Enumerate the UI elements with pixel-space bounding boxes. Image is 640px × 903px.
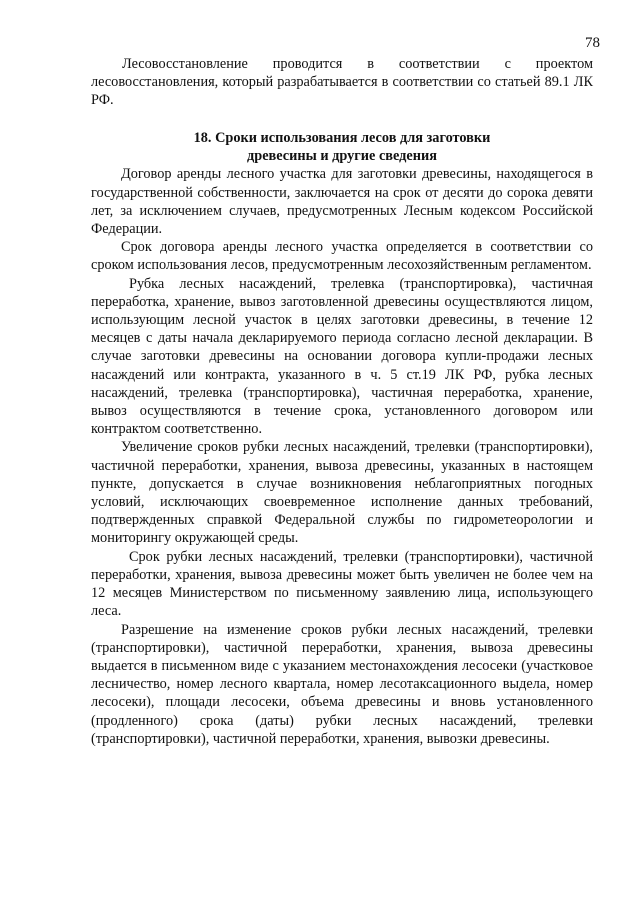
page-number: 78 (585, 35, 600, 51)
paragraph-lease-term: Договор аренды лесного участка для заготовки древесины, находящегося в государственной собственности, заключается на срок от десяти до сорока девяти лет, за исключением случаев, предусмотренных Лесным кодексом Российской Федерации. (91, 166, 593, 238)
page-content (91, 55, 593, 748)
paragraph-extension-limit: Срок рубки лесных насаждений, трелевки (транспортировки), частичной переработки, хранения, вывоза древесины может быть увеличен не более чем на 12 месяцев Министерством по письменному заявлению лица, использующего леса. (91, 548, 593, 620)
paragraph-extension-permit: Разрешение на изменение сроков рубки лесных насаждений, трелевки (транспортировки), частичной переработки, хранения, вывоза древесины выдается в письменном виде с указанием местонахождения лесосеки (участковое лесничество, номер лесного квартала, номер лесотаксационного выдела, номер лесосеки), площади лесосеки, объема древесины и вновь установленного (продленного) срока (даты) рубки лесных насаждений, трелевки (транспортировки), частичной переработки, хранения, вывозки древесины. (91, 621, 593, 747)
paragraph-logging-period: Рубка лесных насаждений, трелевка (транспортировка), частичная переработка, хранение, вывоз заготовленной древесины осуществляются лицом, использующим лесной участок в целях заготовки древесины, в течение 12 месяцев с даты начала декларируемого периода согласно лесной декларации. В случае заготовки древесины на основании договора купли-продажи лесных насаждений или контракта, указанного в ч. 5 ст.19 ЛК РФ, рубка лесных насаждений, трелевка (транспортировка), частичная переработка, хранение, вывоз осуществляются в течение срока, установленного договором или контрактом соответственно. (91, 275, 593, 438)
section-heading-line-2: древесины и другие сведения (247, 148, 437, 165)
intro-paragraph: Лесовосстановление проводится в соответствии с проектом лесовосстановления, который разрабатывается в соответствии со статьей 89.1 ЛК РФ. (91, 56, 593, 109)
section-heading (91, 129, 593, 166)
section-heading-line-1: 18. Сроки использования лесов для заготовки (193, 129, 491, 146)
paragraph-extension-conditions: Увеличение сроков рубки лесных насаждений, трелевки (транспортировки), частичной переработки, хранения, вывоза древесины, указанных в настоящем пункте, допускается в случае возникновения неблагоприятных погодных условий, исключающих своевременное исполнение данных требований, подтвержденных справкой Федеральной службы по гидрометеорологии и мониторингу окружающей среды. (91, 439, 593, 547)
paragraph-lease-duration: Срок договора аренды лесного участка определяется в соответствии со сроком использования лесов, предусмотренным лесохозяйственным регламентом. (91, 239, 593, 274)
